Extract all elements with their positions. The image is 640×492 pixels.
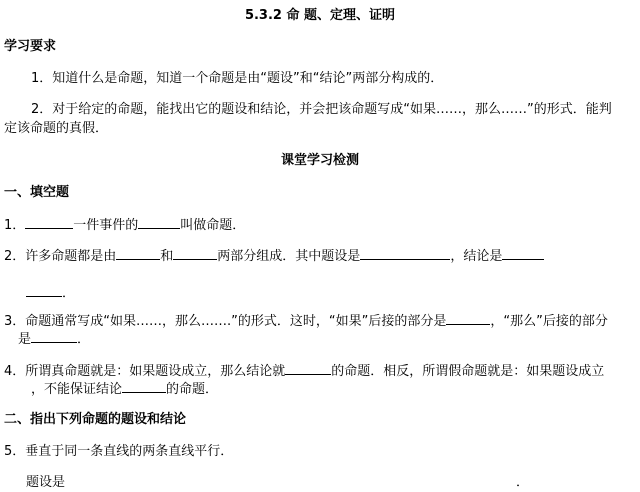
- q2-text-end: ．: [62, 286, 76, 301]
- part2-heading: 二、指出下列命题的题设和结论: [4, 412, 187, 427]
- q3-text: ，“那么”后接的部分: [490, 314, 608, 329]
- q2-text: 两部分组成．其中题设是: [217, 249, 361, 264]
- section-title: 课堂学习检测: [280, 153, 359, 168]
- question-4: [4, 361, 604, 381]
- q4-text: 4．所谓真命题就是：如果题设成立，那么结论就: [4, 364, 286, 379]
- q5-dot: ．: [516, 475, 530, 490]
- page-title: 5.3.2 命 题、定理、证明: [244, 8, 396, 23]
- question-3: [4, 311, 608, 331]
- question-4-continued: [31, 379, 218, 399]
- question-3-continued: [18, 329, 90, 349]
- learning-requirements-heading: 学习要求: [4, 39, 57, 54]
- question-2: [4, 246, 544, 266]
- question-5: 5．垂直于同一条直线的两条直线平行．: [4, 444, 234, 459]
- question-1: [4, 215, 245, 235]
- q1-text: 一件事件的: [73, 218, 139, 233]
- blank[interactable]: [173, 246, 217, 260]
- q2-text: 和: [160, 249, 174, 264]
- q4-text: ，不能保证结论: [31, 382, 123, 397]
- requirement-item-2-line-1: 2．对于给定的命题，能找出它的题设和结论，并会把该命题写成“如果……，那么……”的形式．能判: [31, 102, 612, 117]
- q5-answer-label: 题设是: [26, 475, 66, 490]
- blank[interactable]: [31, 329, 77, 343]
- question-5-answer: [26, 474, 65, 492]
- blank[interactable]: [285, 361, 331, 375]
- blank[interactable]: [502, 246, 544, 260]
- blank[interactable]: [116, 246, 160, 260]
- q3-text: 3．命题通常写成“如果……，那么…….”的形式．这时，“如果”后接的部分是: [4, 314, 447, 329]
- blank[interactable]: [138, 215, 180, 229]
- blank[interactable]: [360, 246, 450, 260]
- blank[interactable]: [122, 379, 166, 393]
- q2-text: 2．许多命题都是由: [4, 249, 117, 264]
- blank[interactable]: [25, 215, 73, 229]
- q3-text: 是: [18, 332, 32, 347]
- blank[interactable]: [446, 311, 490, 325]
- requirement-item-2-line-2: 定该命题的真假．: [4, 121, 109, 136]
- q4-text: 的命题．相反，所谓假命题就是：如果题设成立: [331, 364, 605, 379]
- part1-heading: 一、填空题: [4, 185, 70, 200]
- blank[interactable]: [26, 283, 62, 297]
- question-5-answer-end: [516, 474, 529, 492]
- q1-number: 1．: [4, 218, 26, 233]
- q1-text-end: 叫做命题．: [180, 218, 246, 233]
- q3-text-end: ．: [77, 332, 91, 347]
- requirement-item-1: 1．知道什么是命题，知道一个命题是由“题设”和“结论”两部分构成的．: [31, 71, 444, 86]
- q4-text-end: 的命题．: [166, 382, 219, 397]
- question-2-continued: [26, 283, 75, 303]
- q2-text: ，结论是: [450, 249, 503, 264]
